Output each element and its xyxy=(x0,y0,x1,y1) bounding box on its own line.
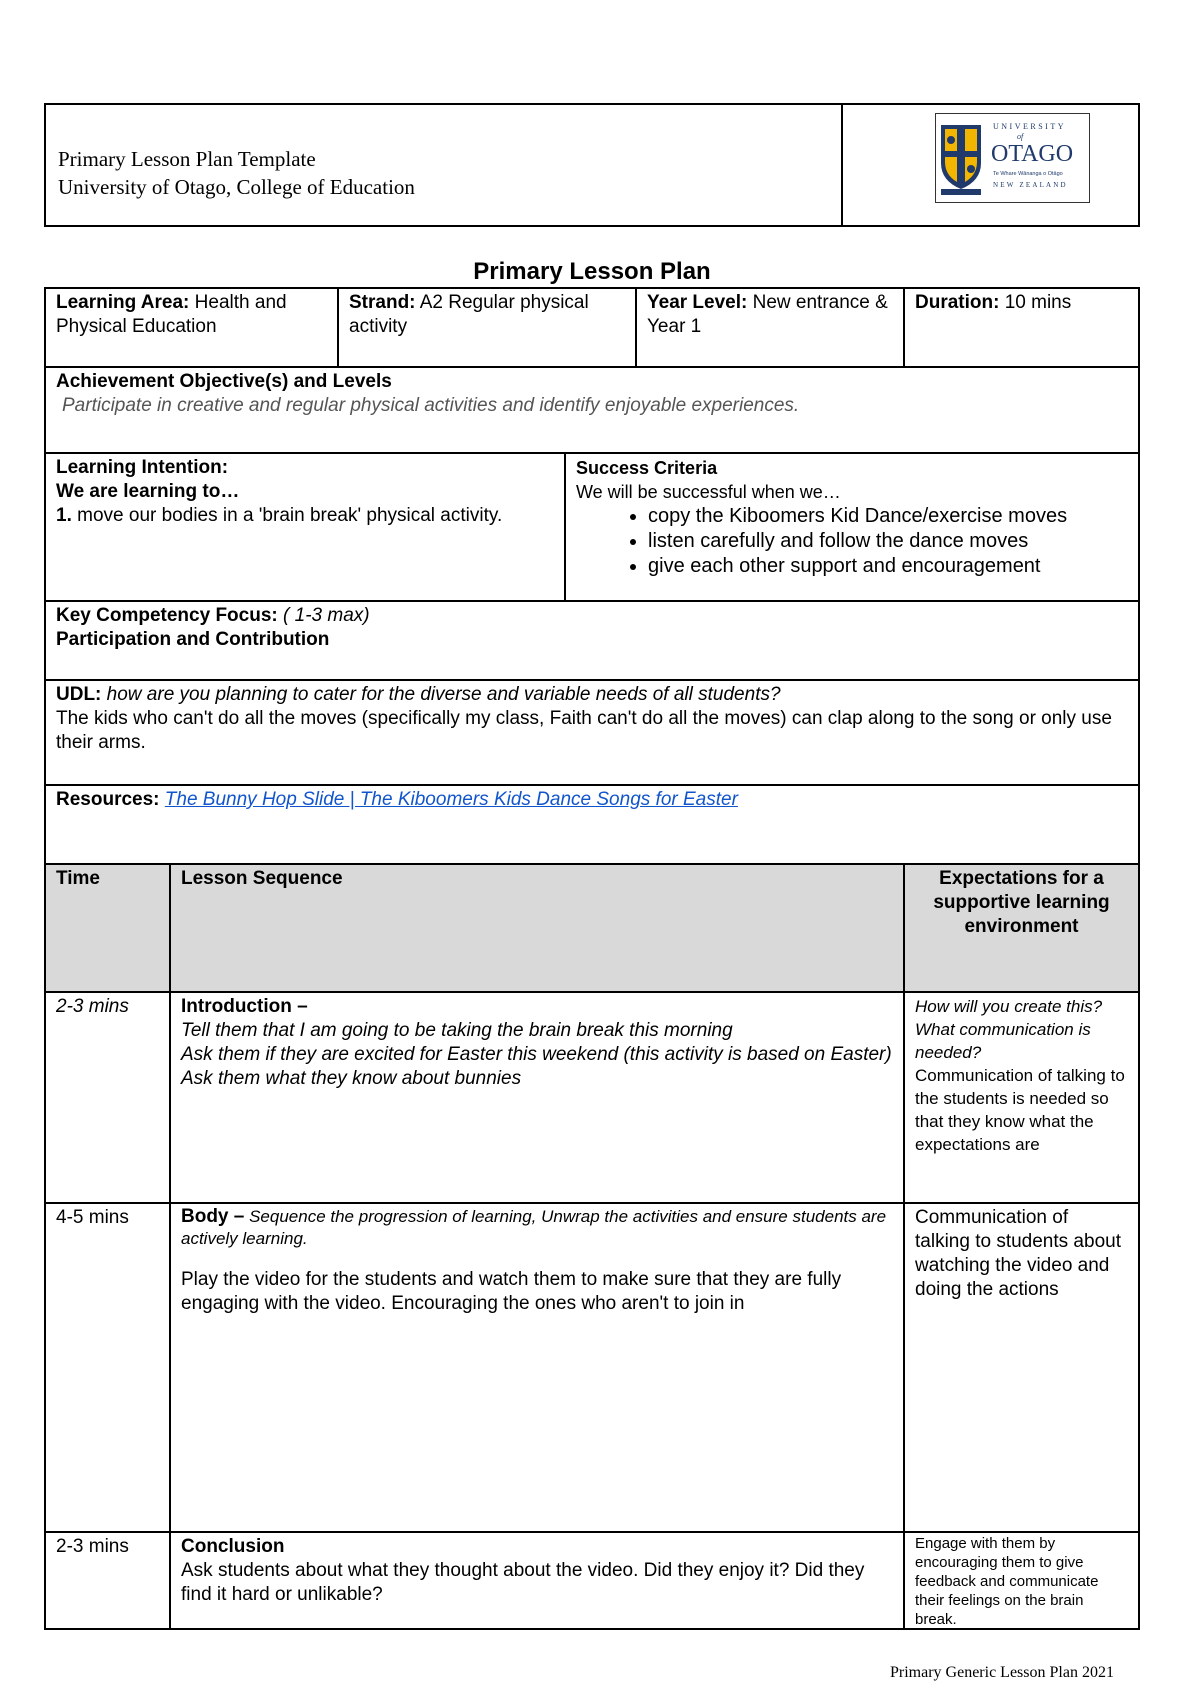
achievement-text: Participate in creative and regular physical activities and identify enjoyable experiences. xyxy=(62,395,800,416)
intro-time-cell xyxy=(44,991,171,1204)
intro-title: Introduction – xyxy=(181,996,308,1017)
key-competency-hint: ( 1-3 max) xyxy=(283,605,370,626)
logo-university: UNIVERSITY xyxy=(993,122,1066,131)
resources-label: Resources: xyxy=(56,789,160,810)
conclusion-title: Conclusion xyxy=(181,1536,285,1557)
header-line-1: Primary Lesson Plan Template xyxy=(58,147,316,171)
learning-intention-number: 1. xyxy=(56,505,72,526)
body-expectations-text: Communication of talking to students about watching the video and doing the actions xyxy=(915,1207,1121,1300)
intro-line: Tell them that I am going to be taking the brain break this morning xyxy=(181,1020,733,1041)
header-text xyxy=(58,145,415,201)
intro-lesson-cell xyxy=(169,991,905,1204)
expectations-header-cell xyxy=(903,863,1140,993)
expectations-header: Expectations for a supportive learning environment xyxy=(933,868,1110,937)
logo-of: of xyxy=(1017,132,1024,141)
conclusion-lesson-cell xyxy=(169,1531,905,1630)
logo-country: NEW ZEALAND xyxy=(993,181,1068,189)
strand-cell xyxy=(337,287,637,368)
learning-intention-cell xyxy=(44,452,566,602)
conclusion-expectations-cell xyxy=(903,1531,1140,1630)
header-line-2: University of Otago, College of Education xyxy=(58,175,415,199)
achievement-label: Achievement Objective(s) and Levels xyxy=(56,371,392,392)
key-competency-value: Participation and Contribution xyxy=(56,629,330,650)
learning-intention-text: move our bodies in a 'brain break' physical activity. xyxy=(77,505,503,526)
logo-maori: Te Whare Wānanga o Otāgo xyxy=(993,171,1063,177)
header-divider xyxy=(841,105,843,225)
intro-expectations-text: Communication of talking to the students is needed so that they know what the expectations are xyxy=(915,1066,1125,1154)
achievement-cell xyxy=(44,366,1140,454)
learning-area-label: Learning Area: xyxy=(56,292,190,313)
duration-label: Duration: xyxy=(915,292,1000,313)
body-expectations-cell xyxy=(903,1202,1140,1533)
year-level-cell xyxy=(635,287,905,368)
udl-label: UDL: xyxy=(56,684,102,705)
conclusion-text: Ask students about what they thought about the video. Did they enjoy it? Did they find it hard or unlikable? xyxy=(181,1560,865,1605)
body-time-cell xyxy=(44,1202,171,1533)
conclusion-time-cell xyxy=(44,1531,171,1630)
success-criteria-label: Success Criteria xyxy=(576,458,718,478)
time-header-cell xyxy=(44,863,171,993)
duration-value: 10 mins xyxy=(1004,292,1072,313)
intro-time: 2-3 mins xyxy=(56,996,129,1017)
header-box xyxy=(44,103,1140,227)
udl-cell xyxy=(44,679,1140,786)
year-level-value: New entrance & Year 1 xyxy=(647,292,888,337)
learning-area-cell xyxy=(44,287,339,368)
list-item: • give each other support and encouragement xyxy=(648,554,1128,579)
lesson-sequence-header-cell xyxy=(169,863,905,993)
learning-area-value: Health and Physical Education xyxy=(56,292,287,337)
body-time: 4-5 mins xyxy=(56,1207,129,1228)
body-lesson-cell xyxy=(169,1202,905,1533)
conclusion-time: 2-3 mins xyxy=(56,1536,129,1557)
body-title: Body – xyxy=(181,1206,245,1227)
learning-intention-label: Learning Intention: xyxy=(56,457,229,478)
strand-label: Strand: xyxy=(349,292,416,313)
resource-link[interactable]: The Bunny Hop Slide | The Kiboomers Kids Dance Songs for Easter xyxy=(164,789,738,810)
resources-cell xyxy=(44,784,1140,865)
page-footer: Primary Generic Lesson Plan 2021 xyxy=(890,1664,1114,1681)
key-competency-cell xyxy=(44,600,1140,681)
intro-expectations-question: How will you create this? What communication is needed? xyxy=(915,997,1103,1062)
list-item: • copy the Kiboomers Kid Dance/exercise moves xyxy=(648,504,1128,529)
intro-line: Ask them if they are excited for Easter this weekend (this activity is based on Easter) xyxy=(181,1044,892,1065)
strand-value: A2 Regular physical activity xyxy=(349,292,589,337)
logo-name: OTAGO xyxy=(991,141,1074,167)
key-competency-label: Key Competency Focus: xyxy=(56,605,278,626)
duration-cell xyxy=(903,287,1140,368)
intro-expectations-cell xyxy=(903,991,1140,1204)
udl-text: The kids who can't do all the moves (specifically my class, Faith can't do all the moves) can clap along to the song or only use their arms. xyxy=(56,708,1112,753)
page-title: Primary Lesson Plan xyxy=(473,258,711,285)
university-logo xyxy=(935,113,1090,203)
success-criteria-cell xyxy=(564,452,1140,602)
body-text: Play the video for the students and watch them to make sure that they are fully engaging with the video. Encouraging the ones who aren't to join in xyxy=(181,1269,842,1314)
intro-line: Ask them what they know about bunnies xyxy=(181,1068,522,1089)
success-criteria-list xyxy=(576,504,1128,579)
year-level-label: Year Level: xyxy=(647,292,748,313)
udl-question: how are you planning to cater for the diverse and variable needs of all students? xyxy=(106,684,781,705)
success-criteria-intro: We will be successful when we… xyxy=(576,482,841,502)
list-item: • listen carefully and follow the dance moves xyxy=(648,529,1128,554)
conclusion-expectations-text: Engage with them by encouraging them to give feedback and communicate their feelings on the brain break. xyxy=(915,1535,1099,1628)
lesson-sequence-header: Lesson Sequence xyxy=(181,868,343,889)
body-guide: Sequence the progression of learning, Unwrap the activities and ensure students are actively learning. xyxy=(181,1207,887,1248)
learning-intention-sub: We are learning to… xyxy=(56,481,240,502)
time-header: Time xyxy=(56,868,101,889)
